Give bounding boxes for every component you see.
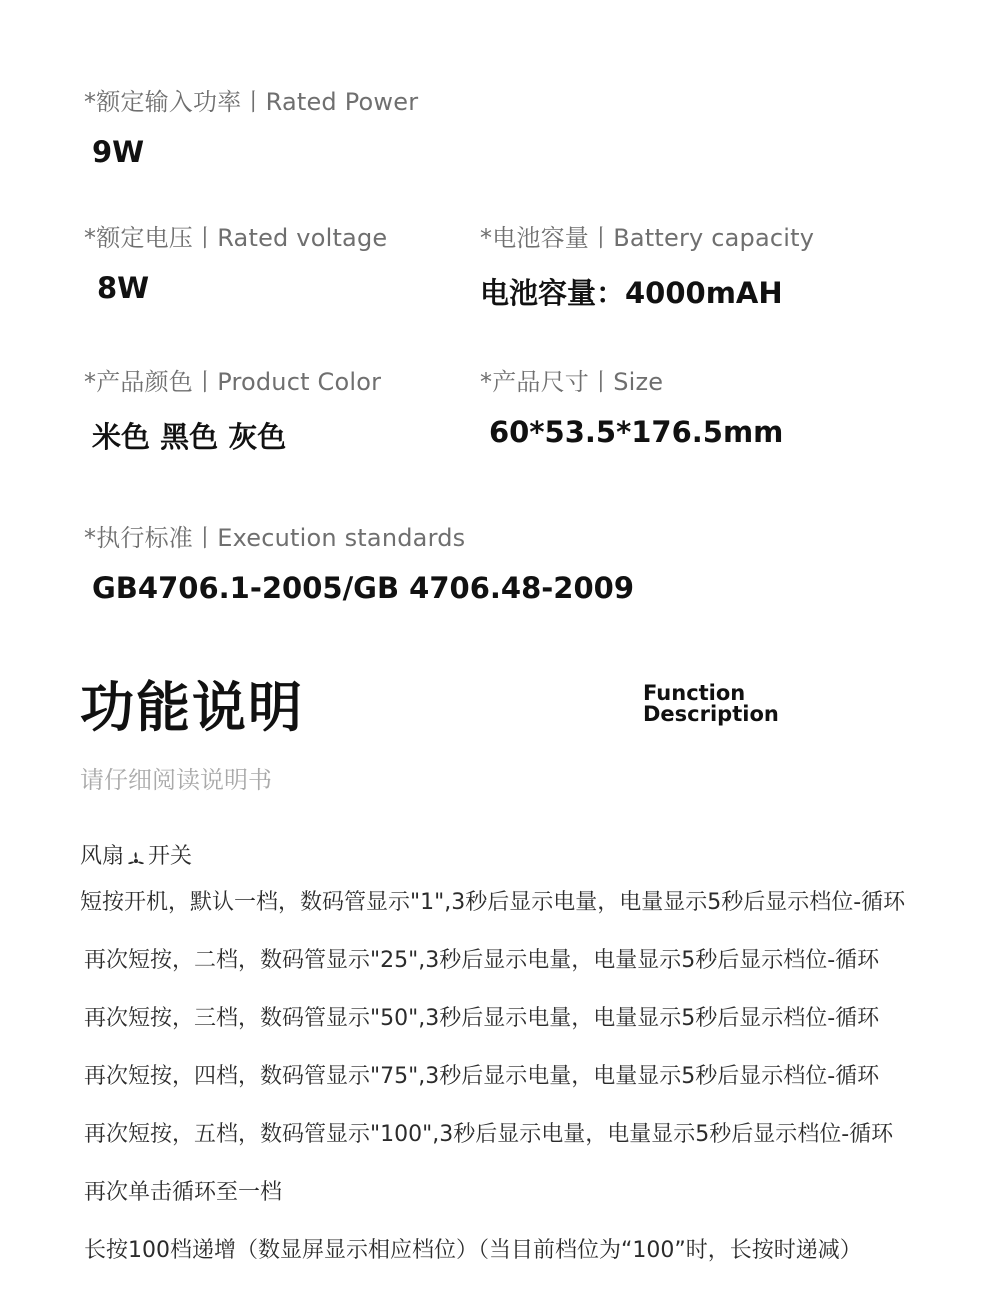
function-line: 再次单击循环至一档 bbox=[84, 1180, 283, 1205]
switch-label: 开关 bbox=[148, 844, 193, 869]
fan-switch-heading bbox=[80, 828, 960, 886]
function-list bbox=[80, 828, 960, 1292]
spec-battery-capacity bbox=[480, 218, 814, 312]
function-line: 再次短按，五档，数码管显示"100",3秒后显示电量，电量显示5秒后显示档位-循环 bbox=[84, 1122, 894, 1147]
spec-value: 9W bbox=[92, 135, 145, 169]
spec-label: *产品尺寸丨Size bbox=[480, 368, 664, 396]
fan-label: 风扇 bbox=[80, 844, 125, 869]
title-en-line2: Description bbox=[643, 702, 779, 726]
function-line: 再次短按，二档，数码管显示"25",3秒后显示电量，电量显示5秒后显示档位-循环 bbox=[84, 948, 880, 973]
spec-value: GB4706.1-2005/GB 4706.48-2009 bbox=[92, 571, 634, 605]
function-section-title: 功能说明 bbox=[80, 676, 304, 739]
spec-label: *额定输入功率丨Rated Power bbox=[84, 88, 419, 116]
spec-value: 8W bbox=[97, 271, 150, 305]
spec-label: *执行标准丨Execution standards bbox=[84, 524, 466, 552]
spec-product-color bbox=[84, 362, 381, 456]
fan-icon bbox=[126, 847, 146, 867]
spec-label: *电池容量丨Battery capacity bbox=[480, 224, 815, 252]
spec-size bbox=[480, 362, 783, 449]
spec-rated-voltage bbox=[84, 218, 387, 305]
spec-value: 60*53.5*176.5mm bbox=[489, 415, 784, 449]
function-line: 长按100档递增（数显屏显示相应档位）（当目前档位为“100”时，长按时递减） bbox=[84, 1238, 862, 1263]
spec-value: 米色 黑色 灰色 bbox=[92, 420, 287, 454]
function-line: 短按开机，默认一档，数码管显示"1",3秒后显示电量，电量显示5秒后显示档位-循环 bbox=[80, 890, 906, 915]
function-section-title-en bbox=[643, 683, 779, 725]
function-subtitle: 请仔细阅读说明书 bbox=[80, 766, 272, 794]
function-line: 再次短按，三档，数码管显示"50",3秒后显示电量，电量显示5秒后显示档位-循环 bbox=[84, 1006, 880, 1031]
spec-execution-standards bbox=[84, 518, 634, 605]
spec-label: *额定电压丨Rated voltage bbox=[84, 224, 388, 252]
spec-label: *产品颜色丨Product Color bbox=[84, 368, 382, 396]
spec-value: 电池容量：4000mAH bbox=[480, 276, 783, 310]
function-line: 再次短按，四档，数码管显示"75",3秒后显示电量，电量显示5秒后显示档位-循环 bbox=[84, 1064, 880, 1089]
spec-rated-power bbox=[84, 82, 418, 169]
title-en-line1: Function bbox=[643, 681, 746, 705]
